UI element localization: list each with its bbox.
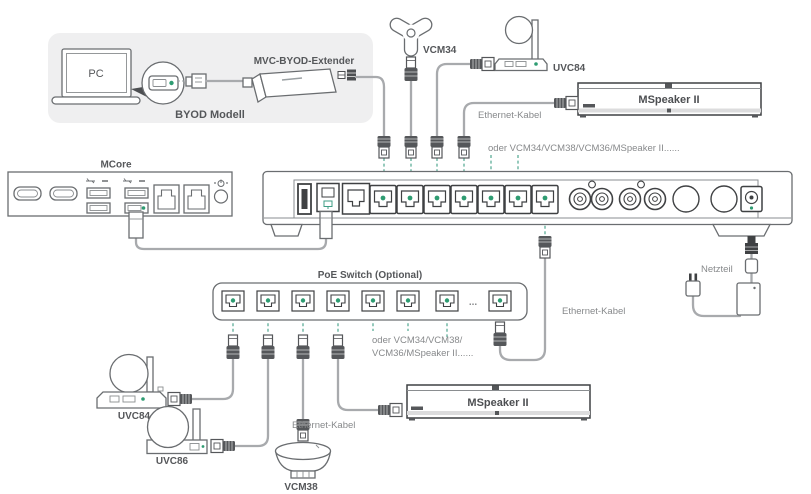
vcm38-device [276, 443, 331, 479]
switch-port [292, 291, 314, 311]
hub-foot [713, 225, 770, 237]
power-jack [741, 187, 762, 212]
usb-dongle-callout [142, 62, 184, 104]
mspeaker-top-device [578, 83, 761, 118]
switch-to-mspeaker-cable [338, 359, 378, 410]
ethernet-cable-right-label: Ethernet-Kabel [562, 306, 626, 317]
camera-head [506, 17, 533, 44]
ethernet-coupler-icon [168, 393, 192, 406]
ethernet-plug-icon [494, 322, 507, 346]
hdmi-port [14, 187, 41, 200]
pc-label: PC [88, 68, 104, 80]
vcm34-label: VCM34 [423, 45, 457, 56]
dongle-led [169, 81, 173, 85]
dc-plug [748, 236, 756, 243]
uvc84-top-label: UVC84 [553, 63, 586, 74]
camera-arm [193, 409, 200, 441]
ethernet-port [154, 185, 179, 213]
uvc86-device [147, 407, 207, 454]
netzteil-label: Netzteil [701, 264, 733, 275]
uvc84-bottom-device [97, 355, 166, 409]
ports-ellipsis: ... [468, 297, 478, 308]
mcore-to-hub-cable [136, 237, 326, 249]
ethernet-plug-icon [405, 136, 418, 158]
ethernet-plug-icon [332, 335, 345, 359]
poe-switch-label: PoE Switch (Optional) [317, 270, 423, 281]
switch-port [489, 291, 511, 311]
ethernet-plug-icon [458, 136, 471, 158]
switch-to-uvc84-cable [192, 359, 233, 399]
camera-arm [532, 20, 538, 60]
ethernet-plug-icon [297, 335, 310, 359]
alternatives-bottom-line2: VCM36/MSpeaker II...... [372, 348, 474, 359]
switch-to-uvc86-cable [235, 359, 268, 446]
ac-plug-cable [693, 296, 740, 316]
usb-b-port [317, 184, 339, 212]
ethernet-plug-icon [378, 136, 391, 158]
ethernet-plug-icon [405, 57, 418, 81]
camera-head [110, 355, 148, 393]
uvc86-label: UVC86 [155, 456, 189, 467]
speaker-logo [583, 104, 595, 108]
mspeaker-top-label: MSpeaker II [638, 94, 700, 106]
mcore-label: MCore [100, 159, 132, 171]
ethernet-coupler-icon [554, 97, 578, 110]
mic-dome-top [276, 443, 331, 460]
ethernet-coupler-icon [470, 58, 494, 71]
usb-plug [320, 212, 332, 239]
extender-port-icon [338, 70, 356, 81]
speaker-logo [411, 407, 423, 411]
ac-plug [686, 274, 700, 297]
hub-foot [271, 225, 302, 237]
ferrite-bead [746, 259, 758, 273]
switch-port [397, 291, 419, 311]
poe-port [505, 186, 531, 214]
switch-port [436, 291, 458, 311]
ethernet-plug-icon [262, 335, 275, 359]
ethernet-plug-icon [227, 335, 240, 359]
ethernet-coupler-icon [211, 440, 235, 453]
ethernet-cable-top-label: Ethernet-Kabel [478, 110, 542, 121]
alternatives-bottom-line1: oder VCM34/VCM38/ [372, 335, 463, 346]
ethernet-coupler-icon [378, 404, 402, 417]
extender-label: MVC-BYOD-Extender [253, 56, 355, 67]
switch-port [327, 291, 349, 311]
poe-port [532, 186, 558, 214]
hdmi-port [50, 187, 77, 200]
vcm38-label: VCM38 [284, 482, 318, 493]
poe-port [397, 186, 423, 214]
poe-switch-device [213, 270, 527, 320]
poe-port [478, 186, 504, 214]
byod-model-label: BYOD Modell [175, 109, 245, 121]
netzteil-group [686, 236, 760, 315]
poe-port [370, 186, 396, 214]
byod-group [48, 33, 373, 123]
alternatives-top-label: oder VCM34/VCM38/VCM36/MSpeaker II...... [488, 143, 680, 154]
power-brick [737, 283, 760, 315]
network-port [343, 184, 370, 215]
poe-port [424, 186, 450, 214]
poe-port [451, 186, 477, 214]
switch-port [222, 291, 244, 311]
ethernet-plug-icon [539, 236, 552, 258]
mspeaker-bottom-label: MSpeaker II [467, 397, 529, 409]
usb-a-port [298, 184, 311, 214]
mspeaker-bottom-device [407, 385, 590, 421]
mcore-device [8, 160, 232, 239]
ethernet-plug-icon [431, 136, 444, 158]
uvc84-bottom-label: UVC84 [117, 411, 151, 422]
camera-base [495, 59, 547, 71]
uvc84-top-device [495, 17, 547, 71]
camera-head [148, 407, 189, 448]
switch-port [257, 291, 279, 311]
ethernet-port [184, 185, 209, 213]
avhub-device [263, 172, 792, 239]
switch-port [362, 291, 384, 311]
camera-base [97, 392, 166, 408]
usb-plug [129, 212, 143, 238]
ethernet-cable-bottom-label: Ethernet-Kabel [292, 420, 356, 431]
